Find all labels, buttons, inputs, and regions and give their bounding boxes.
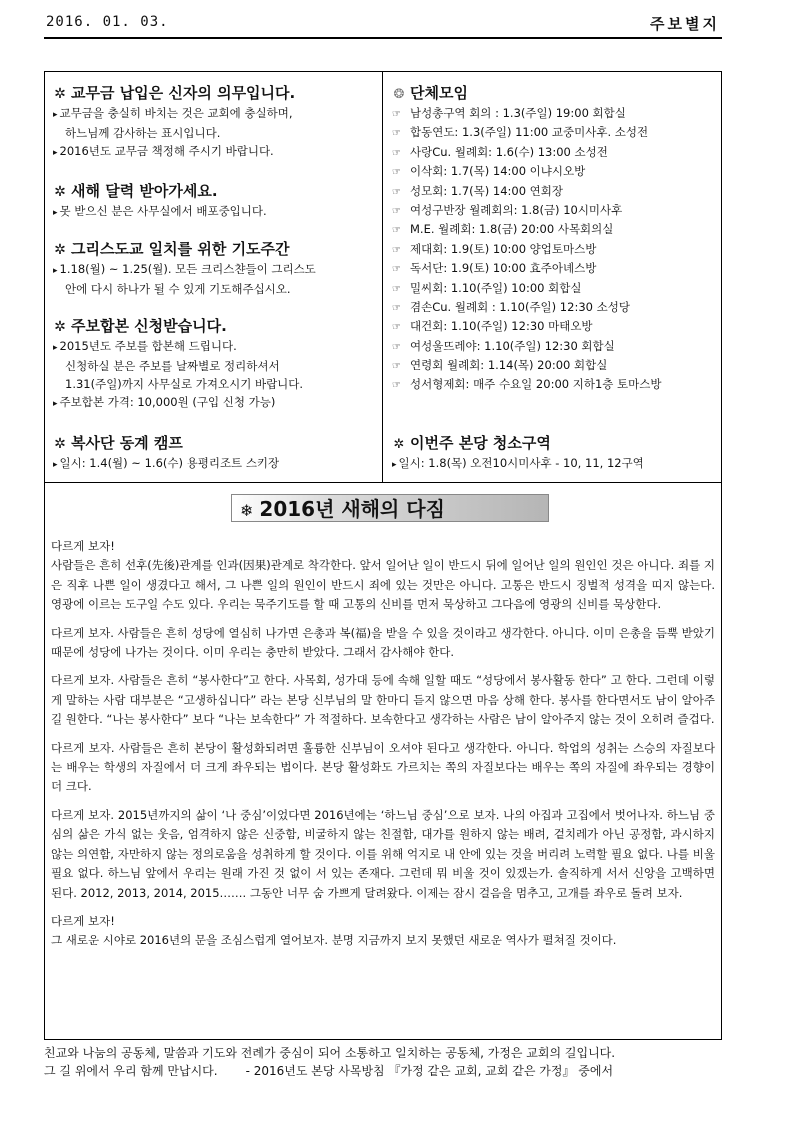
group-meetings-title-text: 단체모임 — [410, 84, 468, 102]
group-meeting-item — [392, 220, 718, 239]
group-meeting-text: 합동연도: 1.3(주일) 11:00 교중미사후. 소성전 — [410, 125, 649, 140]
asterisk-icon: ✲ — [54, 184, 66, 200]
notice-binding-title-text: 주보합본 신청받습니다. — [71, 317, 227, 335]
group-meeting-item — [392, 201, 718, 220]
pointer-icon: ☞ — [392, 147, 401, 159]
header-rule — [44, 37, 722, 39]
group-meeting-text: 성서형제회: 매주 수요일 20:00 지하1층 토마스방 — [410, 377, 662, 392]
article-paragraph: 다르게 보자. 사람들은 흔히 본당이 활성화되려면 훌륭한 신부님이 오셔야 된다고 생각한다. 아니다. 학업의 성취는 스승의 자질보다는 배우는 학생의 자질에서 더 크게 좌우되는 법이다. 본당 활성화도 가르치는 쪽의 자질보다는 배우는 쪽의 자질에 좌우되는 경향이 더 크다. — [51, 740, 715, 794]
bulletin-name: 주보별지 — [650, 15, 720, 33]
group-meeting-text: 사랑Cu. 월례회: 1.6(수) 13:00 소성전 — [410, 144, 608, 159]
notice-line-text: 일시: 1.4(월) ~ 1.6(수) 용평리조트 스키장 — [59, 456, 280, 470]
group-meeting-item — [392, 279, 718, 298]
notice-camp-title-text: 복사단 동계 캠프 — [71, 434, 183, 452]
article-paragraph: 다르게 보자! 그 새로운 시야로 2016년의 문을 조심스럽게 열어보자. 분명 지금까지 보지 못했던 새로운 역사가 펼쳐질 것이다. — [51, 913, 617, 948]
group-meeting-item — [392, 104, 718, 123]
article-title: 2016년 새해의 다짐 — [259, 497, 445, 521]
triangle-bullet-icon: ▸ — [53, 460, 58, 470]
left-column — [45, 72, 383, 482]
article-paragraph: 다르게 보자! 사람들은 흔히 선후(先後)관계를 인과(因果)관계로 착각한다. 앞서 일어난 일이 반드시 뒤에 일어난 일의 원인인 것은 아니다. 죄를 지은 직후 나쁜 일이 생겼다고 해서, 그 나쁜 일의 원인이 반드시 죄에 있는 것만은 아니다. 고통은 반드시 징벌적 성격을 띠지 않는다. 영광에 이르는 도구일 수도 있다. 우리는 묵주기도를 할 때 고통의 신비를 먼저 묵상하고 그다음에 영광의 신비를 묵상한다. — [51, 539, 715, 612]
triangle-bullet-icon: ▸ — [53, 399, 58, 409]
notice-binding-title — [53, 315, 379, 337]
notice-prayer-title — [53, 238, 379, 260]
notice-tithe — [53, 82, 379, 162]
group-meeting-text: 대건회: 1.10(주일) 12:30 마태오방 — [410, 319, 593, 334]
notice-altar-camp — [53, 432, 379, 474]
notice-calendar — [53, 180, 379, 222]
notice-line-text: 2015년도 주보를 합본해 드립니다. — [59, 339, 237, 353]
group-meeting-text: 밀씨회: 1.10(주일) 10:00 회합실 — [410, 280, 582, 295]
pointer-icon: ☞ — [392, 341, 401, 353]
group-meeting-item — [392, 143, 718, 162]
pointer-icon: ☞ — [392, 380, 401, 392]
group-meeting-item — [392, 337, 718, 356]
group-meeting-item — [392, 298, 718, 317]
pointer-icon: ☞ — [392, 128, 401, 140]
group-meeting-text: 이삭회: 1.7(목) 14:00 이냐시오방 — [410, 164, 586, 179]
pointer-icon: ☞ — [392, 283, 401, 295]
notice-prayer-title-text: 그리스도교 일치를 위한 기도주간 — [71, 240, 290, 258]
notice-line: 하느님께 감사하는 표시입니다. — [65, 126, 221, 140]
snowflake-icon: ❄ — [240, 501, 254, 520]
group-meetings-title — [392, 82, 718, 104]
triangle-bullet-icon: ▸ — [392, 460, 397, 470]
article-body — [51, 537, 715, 960]
notice-line — [53, 260, 379, 280]
cleaning-line — [392, 454, 718, 474]
notice-line — [53, 393, 379, 413]
group-meeting-item — [392, 356, 718, 375]
notice-line — [53, 337, 379, 357]
pointer-icon: ☞ — [392, 167, 401, 179]
notice-line — [53, 142, 379, 162]
group-meetings — [392, 82, 718, 395]
notice-calendar-title-text: 새해 달력 받아가세요. — [71, 182, 218, 200]
group-meeting-item — [392, 162, 718, 181]
pointer-icon: ☞ — [392, 186, 401, 198]
notice-calendar-title — [53, 180, 379, 202]
pointer-icon: ☞ — [392, 361, 401, 373]
notice-tithe-title-text: 교무금 납입은 신자의 의무입니다. — [71, 84, 296, 102]
notice-box — [44, 71, 722, 483]
notice-prayer-week — [53, 238, 379, 298]
notice-line: 신청하실 분은 주보를 날짜별로 정리하셔서 — [65, 359, 280, 373]
group-meeting-item — [392, 375, 718, 394]
asterisk-icon: ✲ — [393, 437, 405, 452]
cleaning-text: 일시: 1.8(목) 오전10시미사후 - 10, 11, 12구역 — [398, 456, 644, 470]
notice-line-text: 주보합본 가격: 10,000원 (구입 신청 가능) — [59, 395, 276, 409]
article-paragraph: 다르게 보자. 사람들은 흔히 성당에 열심히 나가면 은총과 복(福)을 받을 수 있을 것이라고 생각한다. 아니다. 이미 은총을 듬뿍 받았기 때문에 성당에 나가는 것이다. 이미 우리는 충만히 받았다. 그래서 감사해야 한다. — [51, 625, 715, 660]
page-header — [44, 0, 722, 38]
flower-icon: ❂ — [393, 87, 405, 102]
group-meeting-item — [392, 317, 718, 336]
notice-camp-title — [53, 432, 379, 454]
footer-line2 — [44, 1062, 720, 1080]
pointer-icon: ☞ — [392, 302, 401, 314]
article-paragraph: 다르게 보자. 사람들은 흔히 “봉사한다”고 한다. 사목회, 성가대 등에 속해 일할 때도 “성당에서 봉사활동 한다” 고 한다. 그런데 이렇게 말하는 사람 대부분은 “고생하십니다” 라는 본당 신부님의 말 한마디 듣지 않으면 마음 상해 한다. 봉사를 한다면서도 남이 알아주길 원한다. “나는 봉사한다” 보다 “나는 보속한다” 가 적절하다. 보속한다고 생각하는 사람은 남이 알아주지 않는 것이 오히려 즐겁다. — [51, 673, 715, 727]
footer — [44, 1044, 720, 1080]
footer-source: - 2016년도 본당 사목방침 『가정 같은 교회, 교회 같은 가정』 중에서 — [245, 1064, 614, 1078]
group-meeting-text: 여성울뜨레야: 1.10(주일) 12:30 회합실 — [410, 338, 615, 353]
pointer-icon: ☞ — [392, 225, 401, 237]
group-meeting-item — [392, 182, 718, 201]
footer-line2-text: 그 길 위에서 우리 함께 만납시다. — [44, 1064, 218, 1078]
right-column — [384, 72, 721, 482]
notice-line: 1.31(주일)까지 사무실로 가져오시기 바랍니다. — [65, 377, 304, 391]
asterisk-icon: ✲ — [54, 319, 66, 335]
notice-line: 안에 다시 하나가 될 수 있게 기도해주십시오. — [65, 282, 291, 296]
group-meeting-text: 겸손Cu. 월례회 : 1.10(주일) 12:30 소성당 — [410, 299, 630, 314]
cleaning-title — [392, 432, 718, 454]
asterisk-icon: ✲ — [54, 436, 66, 452]
triangle-bullet-icon: ▸ — [53, 343, 58, 353]
notice-line-text: 2016년도 교무금 책정해 주시기 바랍니다. — [59, 144, 274, 158]
pointer-icon: ☞ — [392, 109, 401, 120]
group-meeting-text: 성모회: 1.7(목) 14:00 연회장 — [410, 183, 564, 198]
asterisk-icon: ✲ — [54, 242, 66, 258]
group-meeting-text: 독서단: 1.9(토) 10:00 효주아녜스방 — [410, 261, 597, 276]
article-paragraph: 다르게 보자. 2015년까지의 삶이 ‘나 중심’이었다면 2016년에는 ‘하느님 중심’으로 보자. 나의 아집과 고집에서 벗어나자. 하느님 중심의 삶은 가식 없는 웃음, 엄격하지 않은 신중함, 비굴하지 않는 친절함, 대가를 원하지 않는 배려, 겉치레가 아닌 공정함, 과시하지 않는 의연함, 자만하지 않는 정의로움을 성취하게 할 것이다. 이를 위해 억지로 내 안에 있는 것을 버리려 노력할 필요 없다. 나를 비울 필요 없다. 하느님 앞에서 우리는 원래 가진 것 없이 서 있는 존재다. 그런데 뭐 비울 것이 있겠는가. 솔직하게 서서 신앙을 고백하면 된다. 2012, 2013, 2014, 2015……. 그동안 너무 숨 가쁘게 달려왔다. 이제는 잠시 걸음을 멈추고, 고개를 좌우로 돌려 보자. — [51, 807, 715, 900]
group-meeting-text: M.E. 월례회: 1.8(금) 20:00 사목회의실 — [410, 222, 614, 237]
triangle-bullet-icon: ▸ — [53, 110, 58, 120]
notice-line — [53, 454, 379, 474]
pointer-icon: ☞ — [392, 205, 401, 217]
group-meeting-text: 여성구반장 월례회의: 1.8(금) 10시미사후 — [410, 202, 623, 217]
pointer-icon: ☞ — [392, 322, 401, 334]
issue-date: 2016. 01. 03. — [46, 14, 169, 30]
notice-line — [53, 104, 379, 124]
notice-line-text: 못 받으신 분은 사무실에서 배포중입니다. — [59, 204, 267, 218]
group-meeting-text: 남성총구역 회의 : 1.3(주일) 19:00 회합실 — [410, 106, 626, 120]
article-title-banner — [231, 494, 549, 522]
cleaning-area — [392, 432, 718, 474]
notice-tithe-title — [53, 82, 379, 104]
group-meetings-list — [392, 104, 718, 395]
group-meeting-item — [392, 123, 718, 142]
asterisk-icon: ✲ — [54, 86, 66, 102]
pointer-icon: ☞ — [392, 244, 401, 256]
footer-line1: 친교와 나눔의 공동체, 말씀과 기도와 전례가 중심이 되어 소통하고 일치하는 공동체, 가정은 교회의 길입니다. — [44, 1046, 616, 1060]
group-meeting-text: 연령회 월례회: 1.14(목) 20:00 회합실 — [410, 358, 608, 373]
notice-line-text: 교무금을 충실히 바치는 것은 교회에 충실하며, — [59, 106, 293, 120]
triangle-bullet-icon: ▸ — [53, 266, 58, 276]
notice-bulletin-binding — [53, 315, 379, 413]
cleaning-title-text: 이번주 본당 청소구역 — [410, 434, 551, 452]
triangle-bullet-icon: ▸ — [53, 148, 58, 158]
article-box — [44, 481, 722, 1040]
triangle-bullet-icon: ▸ — [53, 208, 58, 218]
group-meeting-text: 제대회: 1.9(토) 10:00 양업토마스방 — [410, 241, 597, 256]
notice-line-text: 1.18(월) ~ 1.25(월). 모든 크리스챤들이 그리스도 — [59, 262, 316, 276]
group-meeting-item — [392, 240, 718, 259]
group-meeting-item — [392, 259, 718, 278]
pointer-icon: ☞ — [392, 264, 401, 276]
notice-line — [53, 202, 379, 222]
